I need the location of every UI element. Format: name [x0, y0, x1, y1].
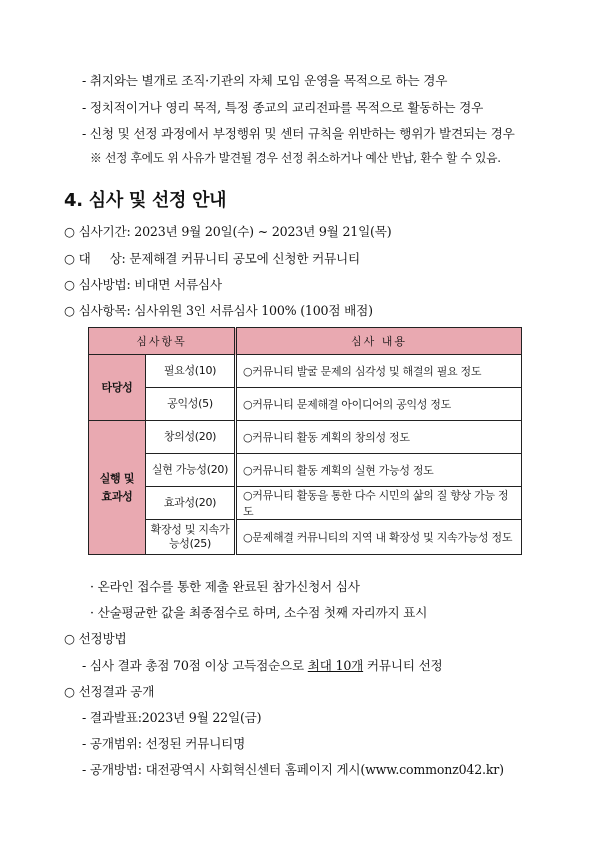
- after-table-note: · 산술평균한 값을 최종점수로 하며, 소수점 첫째 자리까지 표시: [90, 605, 428, 620]
- intro-note: ※ 선정 후에도 위 사유가 발견될 경우 선정 취소하거나 예산 반납, 환수 할 수 있음.: [90, 151, 501, 165]
- intro-bullet: - 취지와는 별개로 조직·기관의 자체 모임 운영을 목적으로 하는 경우: [82, 73, 448, 88]
- table-row: [89, 355, 522, 388]
- table-row: [89, 388, 522, 421]
- section-item: ○ 심사기간: 2023년 9월 20일(수) ~ 2023년 9월 21일(목): [64, 224, 392, 239]
- selection-line-prefix: - 심사 결과 총점 70점 이상 고득점순으로: [82, 658, 308, 673]
- selection-line-suffix: 커뮤니티 선정: [363, 658, 443, 673]
- criteria-description: ○문제해결 커뮤니티의 지역 내 확장성 및 지속가능성 정도: [236, 520, 522, 555]
- section-item: ○ 심사방법: 비대면 서류심사: [64, 277, 222, 292]
- results-item: - 공개방법: 대전광역시 사회혁신센터 홈페이지 게시(www.commonz042.kr): [82, 762, 504, 777]
- group-label: 타당성: [89, 355, 146, 421]
- table-header-content: 심사 내용: [236, 328, 522, 355]
- criteria-description: ○커뮤니티 문제해결 아이디어의 공익성 정도: [236, 388, 522, 421]
- section-item: ○ 대 상: 문제해결 커뮤니티 공모에 신청한 커뮤니티: [64, 251, 360, 266]
- section-title: 4. 심사 및 선정 안내: [64, 190, 227, 211]
- selection-line: [82, 655, 443, 674]
- results-item: - 공개범위: 선정된 커뮤니티명: [82, 736, 246, 751]
- group-label: 실행 및 효과성: [89, 421, 146, 555]
- intro-bullet: - 정치적이거나 영리 목적, 특정 종교의 교리전파를 목적으로 활동하는 경우: [82, 100, 484, 115]
- selection-title: ○ 선정방법: [64, 631, 127, 646]
- criteria-item: 효과성(20): [146, 487, 236, 520]
- criteria-item: 필요성(10): [146, 355, 236, 388]
- review-criteria-table: [88, 327, 522, 555]
- criteria-item: 공익성(5): [146, 388, 236, 421]
- intro-bullet: - 신청 및 선정 과정에서 부정행위 및 센터 규칙을 위반하는 행위가 발견되는 경우: [82, 126, 515, 141]
- table-row: [89, 520, 522, 555]
- section-item: ○ 심사항목: 심사위원 3인 서류심사 100% (100점 배점): [64, 303, 373, 318]
- after-table-note: · 온라인 접수를 통한 제출 완료된 참가신청서 심사: [90, 579, 360, 594]
- criteria-item: 창의성(20): [146, 421, 236, 454]
- criteria-item: 확장성 및 지속가능성(25): [146, 520, 236, 555]
- table-header-row: [89, 328, 522, 355]
- table-row: [89, 421, 522, 454]
- criteria-item: 실현 가능성(20): [146, 454, 236, 487]
- selection-line-underlined: 최대 10개: [307, 658, 364, 673]
- table-row: [89, 487, 522, 520]
- results-item: - 결과발표:2023년 9월 22일(금): [82, 710, 262, 725]
- criteria-description: ○커뮤니티 활동을 통한 다수 시민의 삶의 질 향상 가능 정도: [236, 487, 522, 520]
- results-title: ○ 선정결과 공개: [64, 684, 155, 699]
- table-row: [89, 454, 522, 487]
- criteria-description: ○커뮤니티 활동 계획의 창의성 정도: [236, 421, 522, 454]
- criteria-description: ○커뮤니티 발굴 문제의 심각성 및 해결의 필요 정도: [236, 355, 522, 388]
- criteria-description: ○커뮤니티 활동 계획의 실현 가능성 정도: [236, 454, 522, 487]
- table-header-criteria: 심사항목: [89, 328, 236, 355]
